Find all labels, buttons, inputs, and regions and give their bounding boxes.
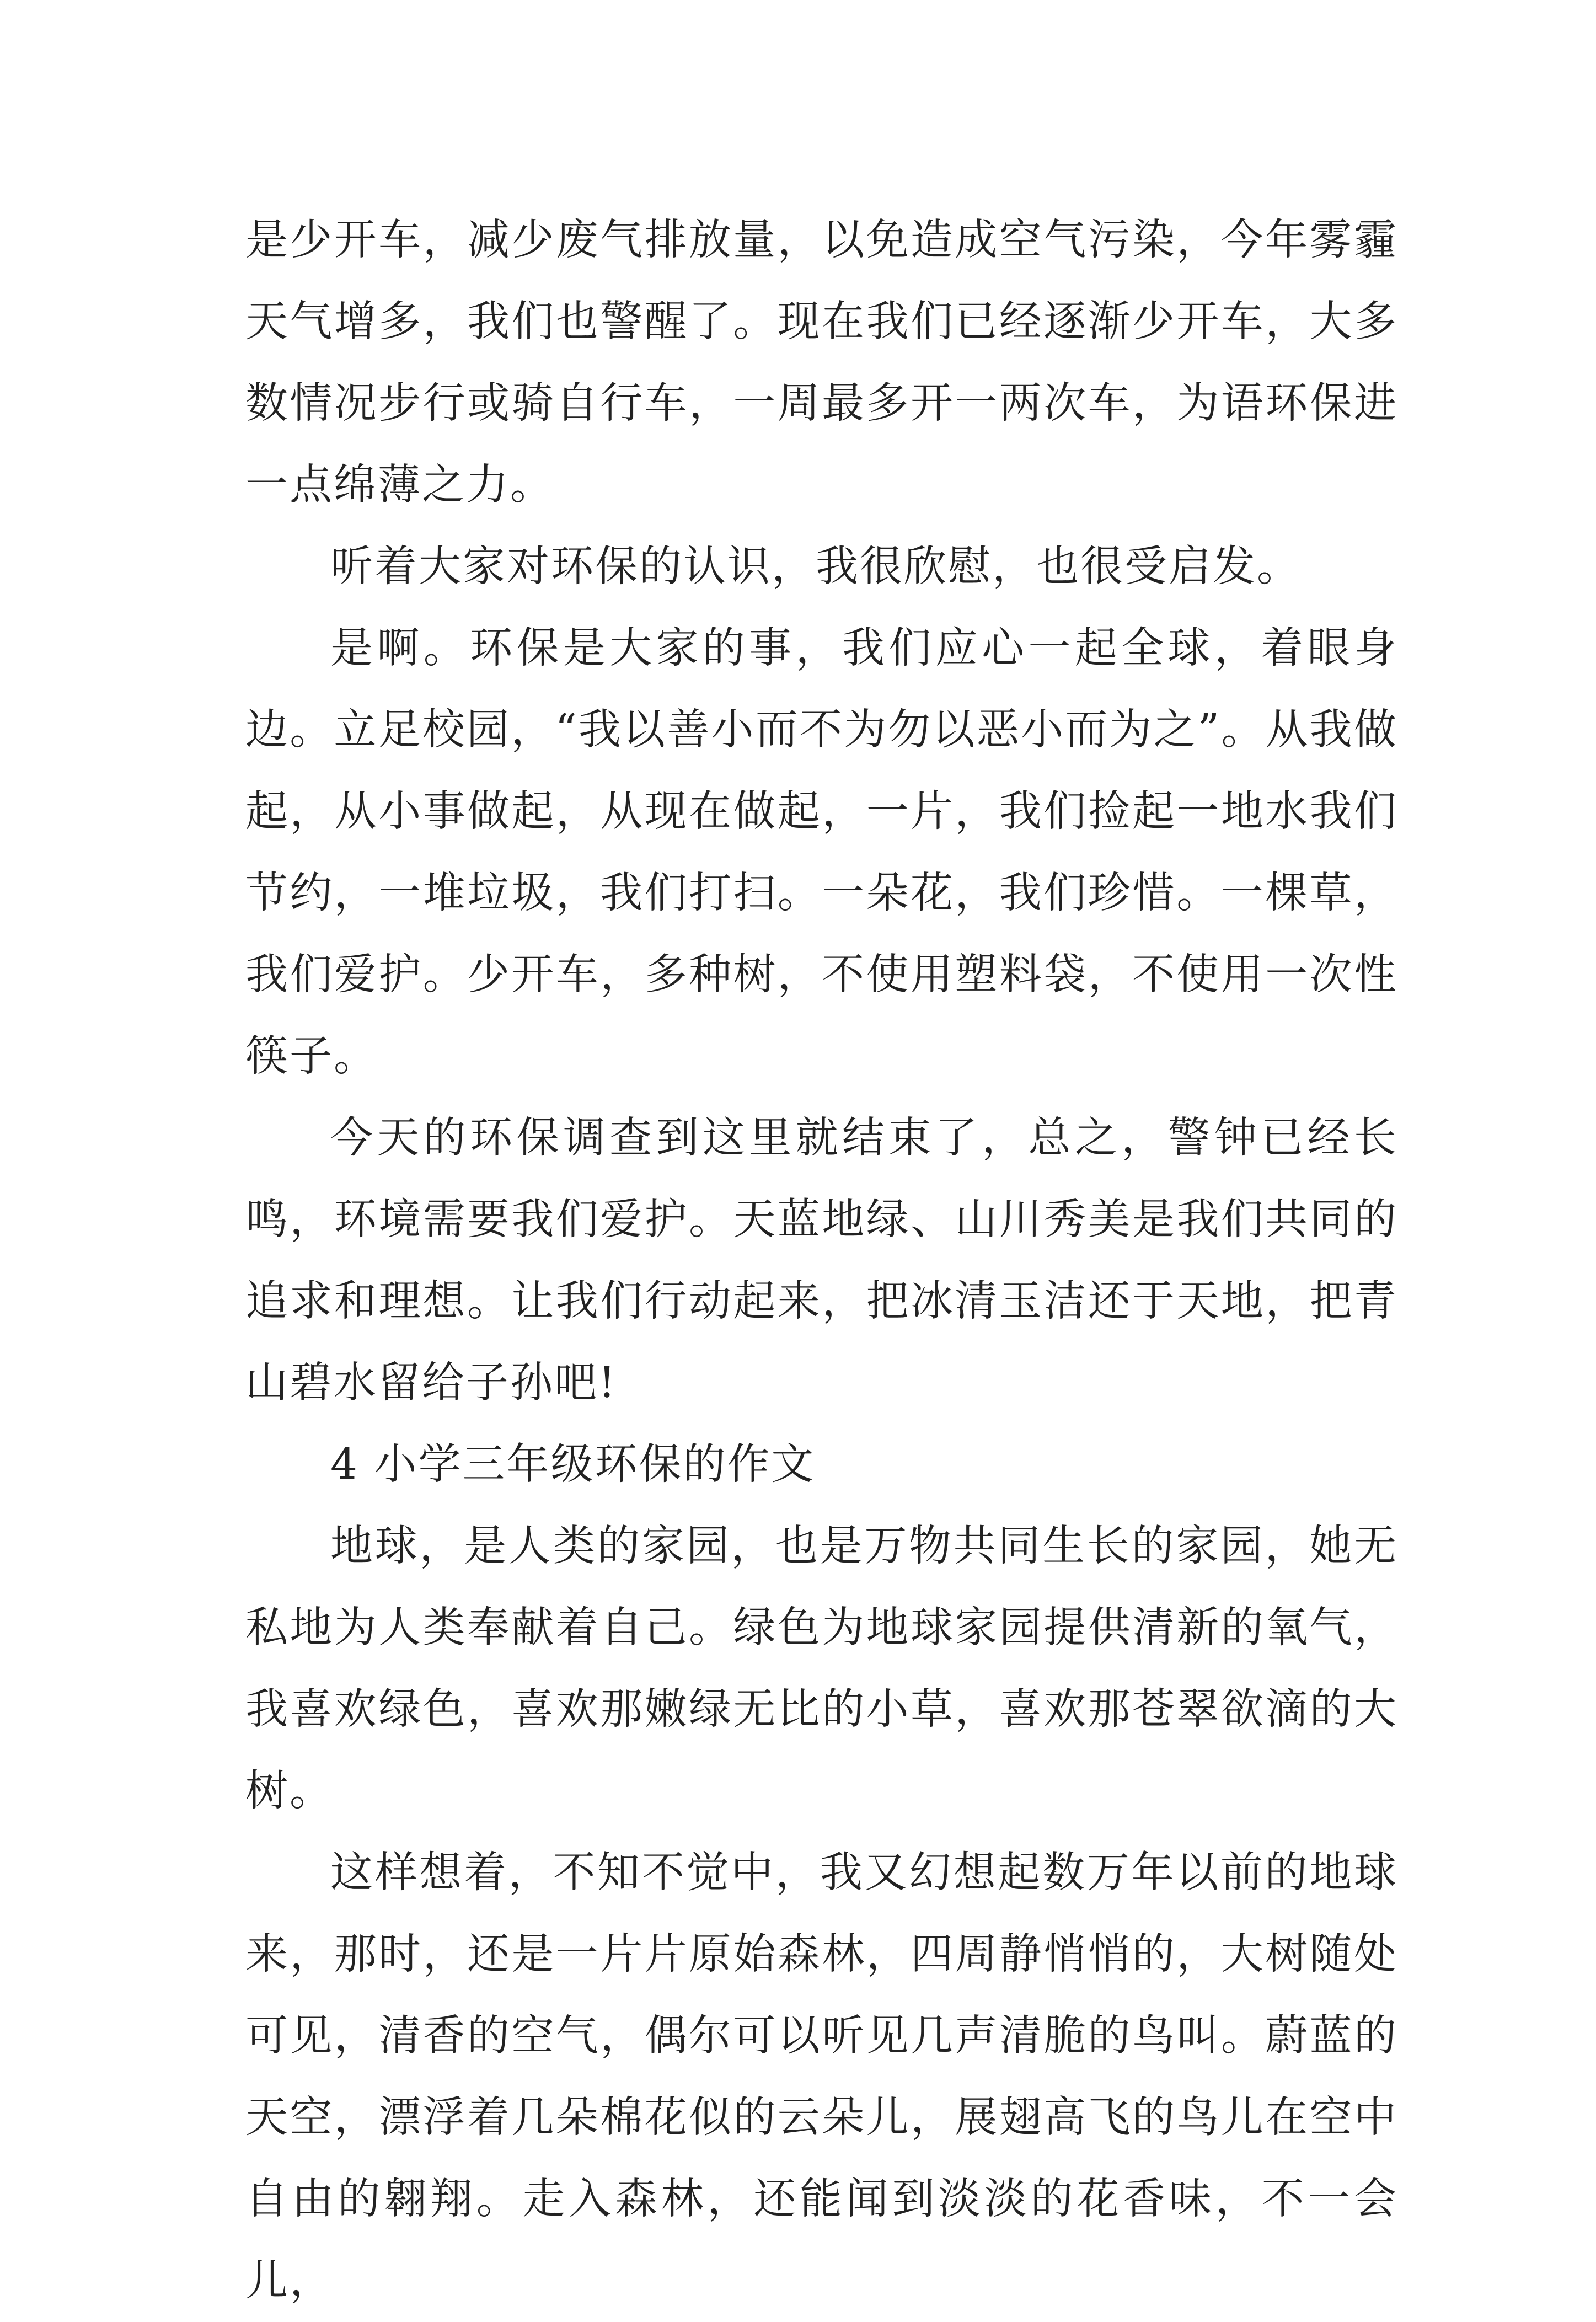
section-paragraph-1: 地球，是人类的家园，也是万物共同生长的家园，她无私地为人类奉献着自己。绿色为地球家园提供清新的氧气，我喜欢绿色，喜欢那嫩绿无比的小草，喜欢那苍翠欲滴的大树。 <box>245 1522 1398 1816</box>
section-heading: 4 小学三年级环保的作文 <box>330 1440 816 1489</box>
section-paragraph-2: 这样想着，不知不觉中，我又幻想起数万年以前的地球来，那时，还是一片片原始森林，四周静悄悄的，大树随处可见，清香的空气，偶尔可以听见几声清脆的鸟叫。蔚蓝的天空，漂浮着几朵棉花似的云朵儿，展翅高飞的鸟儿在空中自由的翱翔。走入森林，还能闻到淡淡的花香味，不一会儿， <box>245 1848 1398 2305</box>
document-body <box>245 200 1398 2322</box>
paragraph-2: 听着大家对环保的认识，我很欣慰，也很受启发。 <box>330 542 1301 591</box>
paragraph-1: 是少开车，减少废气排放量，以免造成空气污染，今年雾霾天气增多，我们也警醒了。现在我们已经逐渐少开车，大多数情况步行或骑自行车，一周最多开一两次车，为语环保进一点绵薄之力。 <box>245 216 1398 510</box>
paragraph-3: 是啊。环保是大家的事，我们应心一起全球，着眼身边。立足校园，“我以善小而不为勿以恶小而为之”。从我做起，从小事做起，从现在做起，一片，我们捡起一地水我们节约，一堆垃圾，我们打扫。一朵花，我们珍惜。一棵草，我们爱护。少开车，多种树，不使用塑料袋，不使用一次性筷子。 <box>245 624 1398 1081</box>
paragraph-4: 今天的环保调查到这里就结束了，总之，警钟已经长鸣，环境需要我们爱护。天蓝地绿、山川秀美是我们共同的追求和理想。让我们行动起来，把冰清玉洁还于天地，把青山碧水留给子孙吧! <box>245 1114 1398 1408</box>
